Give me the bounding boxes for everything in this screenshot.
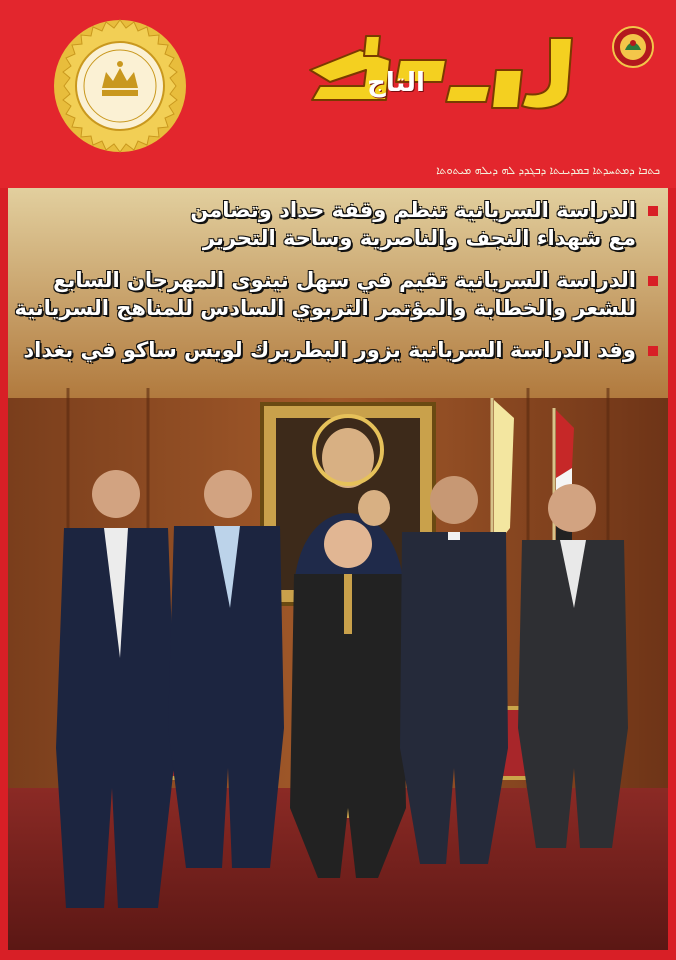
- headline-item[interactable]: [16, 336, 662, 364]
- strapline: ܟܬܒܐ ܕܡܬܚܕܬܐ ܒܡܕܝܢܬܐ ܕܒܓܕܕ ܠܗ ܕܝܠܗ ܡܝܬܘܬܐ: [436, 164, 660, 177]
- headline-line: وفد الدراسة السريانية يزور البطريرك لويس ساكو في بغداد: [23, 338, 636, 362]
- bullet-square-icon: [648, 346, 658, 356]
- emblem-icon: [612, 26, 654, 68]
- headline-line: مع شهداء النجف والناصرية وساحة التحرير: [202, 226, 636, 250]
- bullet-square-icon: [648, 276, 658, 286]
- headline-line: الدراسة السريانية تنظم وقفة حداد وتضامن: [190, 198, 636, 222]
- bottom-band: [0, 950, 676, 960]
- bullet-square-icon: [648, 206, 658, 216]
- headline-line: للشعر والخطابة والمؤتمر التربوي السادس للمناهج السريانية: [14, 296, 636, 320]
- headline-list: [16, 196, 662, 378]
- seal-badge-icon: [52, 18, 188, 154]
- masthead-title: التاج: [367, 68, 425, 98]
- headline-item[interactable]: [16, 266, 662, 322]
- headline-item[interactable]: [16, 196, 662, 252]
- headline-line: الدراسة السريانية تقيم في سهل نينوى المهرجان السابع: [53, 268, 636, 292]
